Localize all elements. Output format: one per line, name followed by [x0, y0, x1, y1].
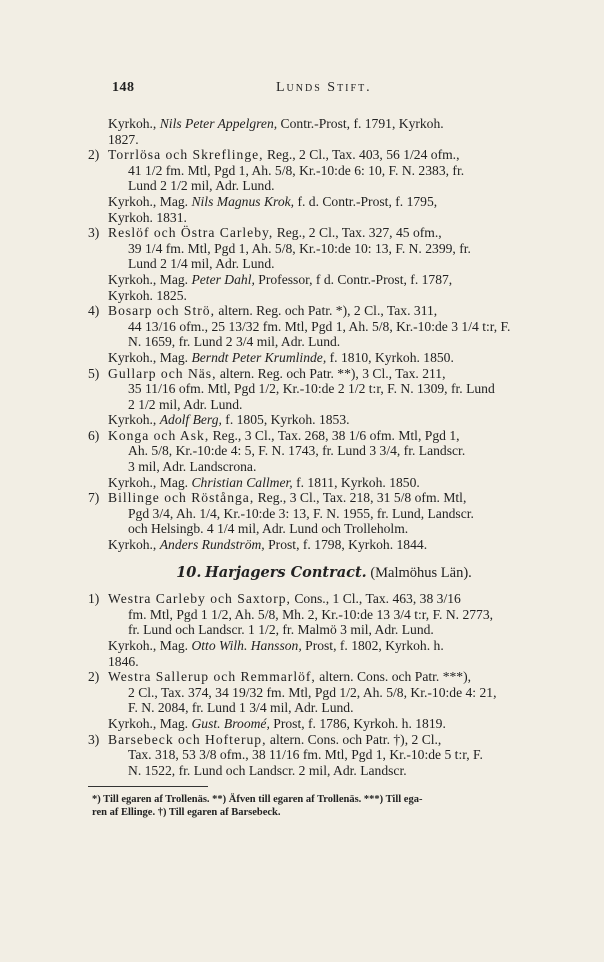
parish-entry	[88, 669, 560, 716]
entry-number: 2)	[88, 669, 100, 685]
incumbent-prefix: Kyrkoh., Mag.	[108, 349, 192, 365]
parish-entry	[88, 366, 560, 413]
entry-details: Reg., 3 Cl., Tax. 268, 38 1/6 ofm. Mtl, Pgd 1,	[209, 427, 460, 443]
incumbent-prefix: Kyrkoh.,	[108, 116, 160, 131]
entry-first-line	[108, 732, 560, 748]
incumbent-name: Berndt Peter Krumlinde,	[191, 349, 327, 365]
page-number: 148	[112, 80, 135, 95]
incumbent-name: Peter Dahl,	[191, 271, 255, 287]
parish-name: Billinge och Röstånga,	[108, 490, 255, 506]
incumbent-prefix: Kyrkoh., Mag.	[108, 474, 192, 490]
incumbent-details: f. 1811, Kyrkoh. 1850.	[292, 474, 420, 490]
entry-number: 7)	[88, 490, 100, 506]
entry-continuation: fm. Mtl, Pgd 1 1/2, Ah. 5/8, Mh. 2, Kr.-10:de 13 3/4 t:r, F. N. 2773,	[128, 606, 494, 622]
incumbent-line	[88, 272, 560, 288]
parish-name: Barsebeck och Hofterup,	[108, 731, 267, 747]
intro-block	[88, 116, 560, 147]
incumbent-line	[88, 350, 560, 366]
entry-continuation: Tax. 318, 53 3/8 ofm., 38 11/16 fm. Mtl, Pgd 1, Kr.-10:de 5 t:r, F.	[128, 747, 483, 763]
entry-continuation: 41 1/2 fm. Mtl, Pgd 1, Ah. 5/8, Kr.-10:de 6: 10, F. N. 2383, fr.	[128, 162, 465, 178]
parish-name: Konga och Ask,	[108, 427, 210, 443]
entry-details: Reg., 2 Cl., Tax. 327, 45 ofm.,	[273, 225, 442, 241]
incumbent-line	[88, 638, 560, 654]
incumbent-prefix: Kyrkoh., Mag.	[108, 638, 192, 653]
entry-first-line	[108, 669, 560, 685]
entry-continuation: Pgd 3/4, Ah. 1/4, Kr.-10:de 3: 13, F. N. 1955, fr. Lund, Landscr.	[128, 505, 474, 521]
incumbent-details: f. d. Contr.-Prost, f. 1795,	[294, 193, 438, 209]
entry-continuation: 3 mil, Adr. Landscrona.	[128, 459, 257, 475]
incumbent-name: Christian Callmer,	[191, 474, 293, 490]
parish-entry	[88, 303, 560, 350]
entry-first-line	[108, 147, 560, 163]
entry-continuation: fr. Lund och Landscr. 1 1/2, fr. Malmö 3 mil, Adr. Lund.	[128, 622, 434, 638]
entry-first-line	[108, 366, 560, 382]
incumbent-prefix: 1827.	[108, 131, 139, 147]
entry-details: altern. Cons. och Patr. ***),	[315, 669, 472, 685]
incumbent-details: f. 1810, Kyrkoh. 1850.	[326, 349, 454, 365]
footnote-line: *) Till egaren af Trollenäs. **) Äfven till egaren af Trollenäs. ***) Till ega-	[92, 794, 423, 806]
entry-continuation: och Helsingb. 4 1/4 mil, Adr. Lund och Trolleholm.	[128, 521, 409, 537]
incumbent-line	[88, 194, 560, 210]
incumbent-details: Professor, f d. Contr.-Prost, f. 1787,	[254, 271, 453, 287]
entry-details: Reg., 3 Cl., Tax. 218, 31 5/8 ofm. Mtl,	[254, 490, 467, 506]
incumbent-line	[88, 412, 560, 428]
incumbent-line	[88, 116, 560, 132]
incumbent-name: Gust. Broomé,	[191, 715, 270, 731]
parish-name: Westra Sallerup och Remmarlöf,	[108, 669, 316, 685]
entry-first-line	[108, 303, 560, 319]
incumbent-details: Contr.-Prost, f. 1791, Kyrkoh.	[277, 116, 444, 131]
entry-first-line	[108, 490, 560, 506]
entry-details: Reg., 2 Cl., Tax. 403, 56 1/24 ofm.,	[263, 147, 460, 163]
entry-number: 3)	[88, 731, 100, 747]
footnotes	[88, 793, 560, 819]
incumbent-details: f. 1805, Kyrkoh. 1853.	[221, 412, 350, 428]
entry-number: 6)	[88, 427, 100, 443]
incumbent-details: Prost, f. 1786, Kyrkoh. h. 1819.	[269, 715, 446, 731]
parish-entry	[88, 225, 560, 272]
incumbent-prefix: Kyrkoh.,	[108, 412, 160, 428]
section-number: 10.	[176, 563, 202, 581]
incumbent-prefix: Kyrkoh.,	[108, 537, 160, 553]
parish-entry	[88, 591, 560, 638]
incumbent-prefix: Kyrkoh., Mag.	[108, 715, 192, 731]
entry-number: 3)	[88, 225, 100, 241]
entry-continuation: Ah. 5/8, Kr.-10:de 4: 5, F. N. 1743, fr. Lund 3 3/4, fr. Landscr.	[128, 443, 466, 459]
incumbent-line	[88, 537, 560, 553]
entry-number: 2)	[88, 147, 100, 163]
incumbent-line	[88, 654, 560, 670]
incumbent-name: Nils Magnus Krok,	[191, 193, 295, 209]
incumbent-line	[88, 716, 560, 732]
entry-continuation: 35 11/16 ofm. Mtl, Pgd 1/2, Kr.-10:de 2 1/2 t:r, F. N. 1309, fr. Lund	[128, 381, 495, 397]
incumbent-prefix: Kyrkoh., Mag.	[108, 271, 192, 287]
incumbent-line	[88, 132, 560, 148]
entry-continuation: 2 1/2 mil, Adr. Lund.	[128, 396, 243, 412]
parish-entry	[88, 428, 560, 475]
entry-continuation: 44 13/16 ofm., 25 13/32 fm. Mtl, Pgd 1, Ah. 5/8, Kr.-10:de 3 1/4 t:r, F.	[128, 318, 511, 334]
entry-continuation: N. 1659, fr. Lund 2 3/4 mil, Adr. Lund.	[128, 334, 341, 350]
parish-name: Westra Carleby och Saxtorp,	[108, 591, 291, 607]
entry-details: altern. Reg. och Patr. **), 3 Cl., Tax. 211,	[216, 365, 446, 381]
page-content	[88, 116, 560, 819]
entry-continuation: 2 Cl., Tax. 374, 34 19/32 fm. Mtl, Pgd 1/2, Ah. 5/8, Kr.-10:de 4: 21,	[128, 684, 497, 700]
footnote-rule	[88, 786, 208, 787]
incumbent-prefix: Kyrkoh., Mag.	[108, 193, 192, 209]
footnote-line: ren af Ellinge. †) Till egaren af Barsebeck.	[92, 807, 281, 819]
incumbent-details: Prost, f. 1798, Kyrkoh. 1844.	[264, 537, 428, 553]
incumbent-name: Otto Wilh. Hansson,	[191, 638, 302, 653]
entry-first-line	[108, 225, 560, 241]
incumbent-prefix: 1846.	[108, 653, 139, 669]
parish-entry	[88, 490, 560, 537]
entry-details: Cons., 1 Cl., Tax. 463, 38 3/16	[290, 591, 461, 607]
incumbent-name: Nils Peter Appelgren,	[159, 116, 278, 131]
parish-entry	[88, 147, 560, 194]
entries-list-b	[88, 591, 560, 778]
incumbent-name: Adolf Berg,	[159, 412, 222, 428]
entry-first-line	[108, 591, 560, 607]
entry-continuation: N. 1522, fr. Lund och Landscr. 2 mil, Adr. Landscr.	[128, 762, 407, 778]
entry-continuation: Lund 2 1/2 mil, Adr. Lund.	[128, 178, 275, 194]
entry-number: 4)	[88, 303, 100, 319]
parish-name: Gullarp och Näs,	[108, 365, 217, 381]
incumbent-line	[88, 210, 560, 226]
running-title: Lunds Stift.	[276, 80, 372, 95]
entry-continuation: F. N. 2084, fr. Lund 1 3/4 mil, Adr. Lund.	[128, 700, 354, 716]
parish-entry	[88, 732, 560, 779]
parish-name: Torrlösa och Skreflinge,	[108, 147, 264, 163]
section-name: Harjagers Contract.	[205, 563, 367, 581]
parish-name: Reslöf och Östra Carleby,	[108, 225, 274, 241]
section-region: (Malmöhus Län).	[370, 564, 472, 581]
entry-continuation: 39 1/4 fm. Mtl, Pgd 1, Ah. 5/8, Kr.-10:de 10: 13, F. N. 2399, fr.	[128, 240, 471, 256]
entry-details: altern. Reg. och Patr. *), 2 Cl., Tax. 311,	[215, 303, 438, 319]
incumbent-prefix: Kyrkoh. 1825.	[108, 287, 187, 303]
entry-number: 1)	[88, 591, 100, 607]
entry-continuation: Lund 2 1/4 mil, Adr. Lund.	[128, 256, 275, 272]
incumbent-name: Anders Rundström,	[159, 537, 265, 553]
incumbent-details: Prost, f. 1802, Kyrkoh. h.	[301, 638, 444, 653]
incumbent-line	[88, 475, 560, 491]
section-heading	[88, 565, 560, 582]
entry-number: 5)	[88, 365, 100, 381]
incumbent-prefix: Kyrkoh. 1831.	[108, 209, 187, 225]
entry-first-line	[108, 428, 560, 444]
entry-details: altern. Cons. och Patr. †), 2 Cl.,	[266, 731, 442, 747]
incumbent-line	[88, 288, 560, 304]
entries-list-a	[88, 147, 560, 552]
parish-name: Bosarp och Strö,	[108, 303, 215, 319]
